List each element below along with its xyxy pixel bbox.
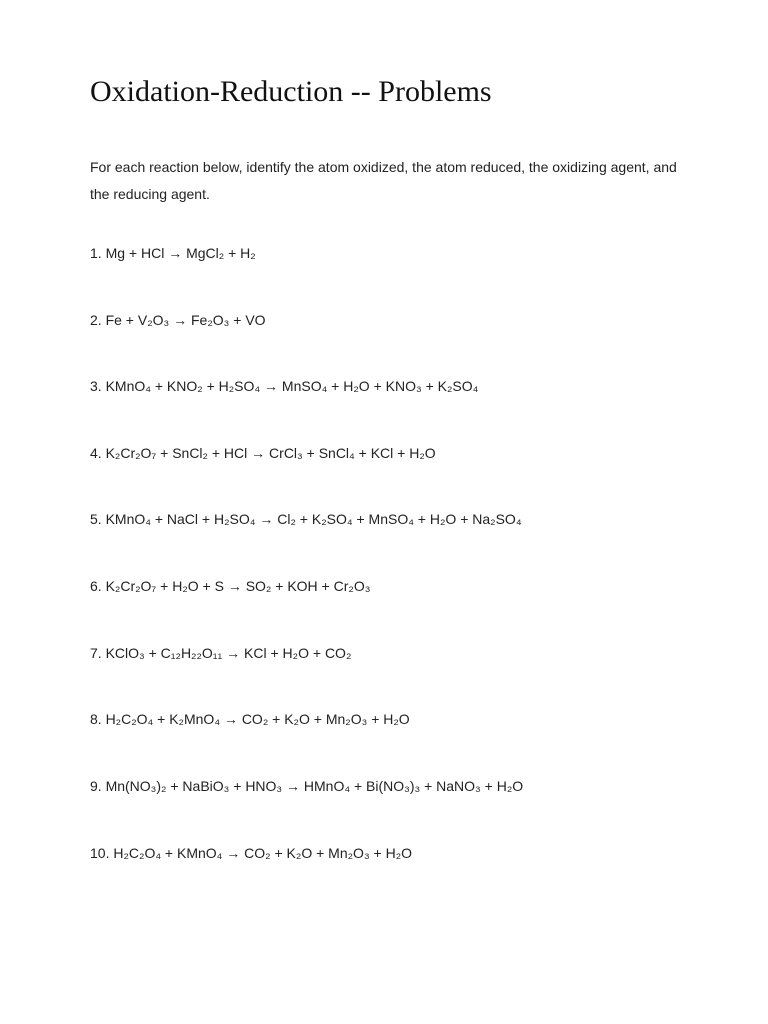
problem-item-2: 2. Fe + V₂O₃ → Fe₂O₃ + VO [90, 312, 266, 328]
problem-item-4: 4. K₂Cr₂O₇ + SnCl₂ + HCl → CrCl₃ + SnCl₄ + KCl + H₂O [90, 445, 436, 461]
problem-item-7: 7. KClO₃ + C₁₂H₂₂O₁₁ → KCl + H₂O + CO₂ [90, 645, 352, 661]
problem-item-8: 8. H₂C₂O₄ + K₂MnO₄ → CO₂ + K₂O + Mn₂O₃ + H₂O [90, 711, 410, 727]
problem-item-3: 3. KMnO₄ + KNO₂ + H₂SO₄ → MnSO₄ + H₂O + KNO₃ + K₂SO₄ [90, 378, 479, 394]
problem-item-6: 6. K₂Cr₂O₇ + H₂O + S → SO₂ + KOH + Cr₂O₃ [90, 578, 371, 594]
problem-item-9: 9. Mn(NO₃)₂ + NaBiO₃ + HNO₃ → HMnO₄ + Bi(NO₃)₃ + NaNO₃ + H₂O [90, 778, 524, 794]
problem-item-10: 10. H₂C₂O₄ + KMnO₄ → CO₂ + K₂O + Mn₂O₃ + H₂O [90, 845, 413, 861]
problem-item-5: 5. KMnO₄ + NaCl + H₂SO₄ → Cl₂ + K₂SO₄ + MnSO₄ + H₂O + Na₂SO₄ [90, 511, 522, 527]
page-title: Oxidation-Reduction -- Problems [90, 75, 492, 108]
instructions-paragraph: For each reaction below, identify the atom oxidized, the atom reduced, the oxidizing agent, and the reducing agent. [90, 159, 677, 202]
problem-item-1: 1. Mg + HCl → MgCl₂ + H₂ [90, 245, 256, 261]
